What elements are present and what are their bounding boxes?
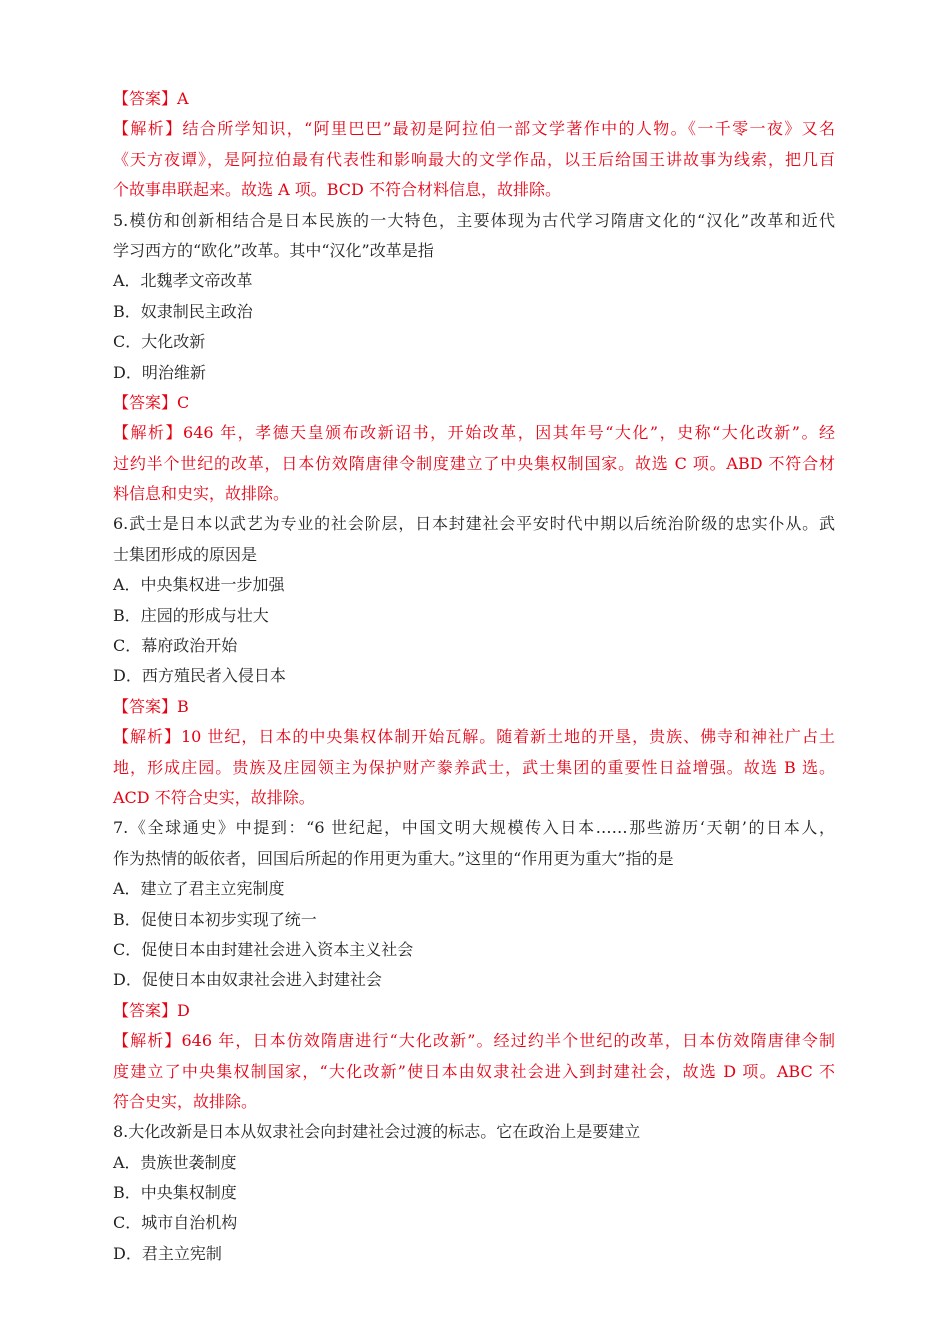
option-b: B．奴隶制民主政治 [113, 301, 253, 321]
analysis-line: 【解析】10 世纪，日本的中央集权体制开始瓦解。随着新土地的开垦，贵族、佛寺和神社广占土 [113, 727, 835, 747]
option-a: A．建立了君主立宪制度 [113, 879, 285, 899]
analysis-line: 【解析】646 年，孝德天皇颁布改新诏书，开始改革，因其年号“大化”，史称“大化改新”。经 [113, 423, 835, 443]
answer-line: 【答案】B [113, 696, 189, 716]
answer-block [113, 388, 835, 418]
options-7 [113, 874, 835, 996]
question-7 [113, 813, 835, 874]
option-b: B．庄园的形成与壮大 [113, 605, 269, 625]
analysis-line: ACD 不符合史实，故排除。 [113, 787, 315, 807]
answer-line: 【答案】A [113, 89, 189, 108]
option-a: A．北魏孝文帝改革 [113, 271, 253, 291]
option-c: C．幕府政治开始 [113, 636, 238, 656]
analysis-line: 度建立了中央集权制国家，“大化改新”使日本由奴隶社会进入到封建社会，故选 D 项。ABC 不 [113, 1061, 835, 1081]
answer-block [113, 996, 835, 1026]
option-d: D．西方殖民者入侵日本 [113, 666, 286, 686]
question-6 [113, 509, 835, 570]
question-line: 6.武士是日本以武艺为专业的社会阶层，日本封建社会平安时代中期以后统治阶级的忠实仆从。武 [113, 514, 835, 534]
analysis-line: 《天方夜谭》，是阿拉伯最有代表性和影响最大的文学作品，以王后给国王讲故事为线索，把几百 [113, 149, 835, 169]
analysis-line: 符合史实，故排除。 [113, 1091, 258, 1111]
options-5 [113, 266, 835, 388]
option-d: D．君主立宪制 [113, 1243, 222, 1263]
option-c: C．城市自治机构 [113, 1213, 238, 1233]
answer-block [113, 692, 835, 722]
analysis-line: 【解析】646 年，日本仿效隋唐进行“大化改新”。经过约半个世纪的改革，日本仿效隋唐律令制 [113, 1031, 835, 1051]
option-c: C．大化改新 [113, 332, 206, 352]
analysis-line: 个故事串联起来。故选 A 项。BCD 不符合材料信息，故排除。 [113, 180, 561, 200]
option-d: D．促使日本由奴隶社会进入封建社会 [113, 970, 382, 990]
option-b: B．中央集权制度 [113, 1183, 237, 1203]
options-8 [113, 1148, 835, 1270]
question-line: 8.大化改新是日本从奴隶社会向封建社会过渡的标志。它在政治上是要建立 [113, 1122, 641, 1142]
answer-line: 【答案】D [113, 1000, 190, 1020]
option-a: A．贵族世袭制度 [113, 1152, 237, 1172]
analysis-block [113, 418, 835, 509]
analysis-block [113, 1026, 835, 1117]
option-b: B．促使日本初步实现了统一 [113, 909, 317, 929]
question-line: 士集团形成的原因是 [113, 544, 258, 564]
analysis-block [113, 722, 835, 813]
question-line: 学习西方的“欧化”改革。其中“汉化”改革是指 [113, 240, 434, 260]
question-line: 5.模仿和创新相结合是日本民族的一大特色，主要体现为古代学习隋唐文化的“汉化”改革和近代 [113, 210, 835, 230]
analysis-line: 【解析】结合所学知识，“阿里巴巴”最初是阿拉伯一部文学著作中的人物。《一千零一夜》又名 [113, 119, 835, 139]
option-c: C．促使日本由封建社会进入资本主义社会 [113, 939, 414, 959]
answer-line: 【答案】C [113, 392, 190, 412]
question-5 [113, 206, 835, 267]
question-line: 作为热情的皈依者，回国后所起的作用更为重大。”这里的“作用更为重大”指的是 [113, 848, 674, 868]
options-6 [113, 570, 835, 692]
option-d: D．明治维新 [113, 362, 206, 382]
analysis-block [113, 114, 835, 205]
question-8 [113, 1117, 835, 1147]
analysis-line: 地，形成庄园。贵族及庄园领主为保护财产豢养武士，武士集团的重要性日益增强。故选 B 选。 [113, 757, 835, 777]
analysis-line: 过约半个世纪的改革，日本仿效隋唐律令制度建立了中央集权制国家。故选 C 项。ABD 不符合材 [113, 453, 835, 473]
question-line: 7.《全球通史》中提到：“6 世纪起，中国文明大规模传入日本……那些游历‘天朝’的日本人， [113, 818, 835, 838]
document-page [113, 84, 835, 1269]
option-a: A．中央集权进一步加强 [113, 575, 285, 595]
analysis-line: 料信息和史实，故排除。 [113, 484, 290, 504]
answer-block [113, 84, 835, 114]
